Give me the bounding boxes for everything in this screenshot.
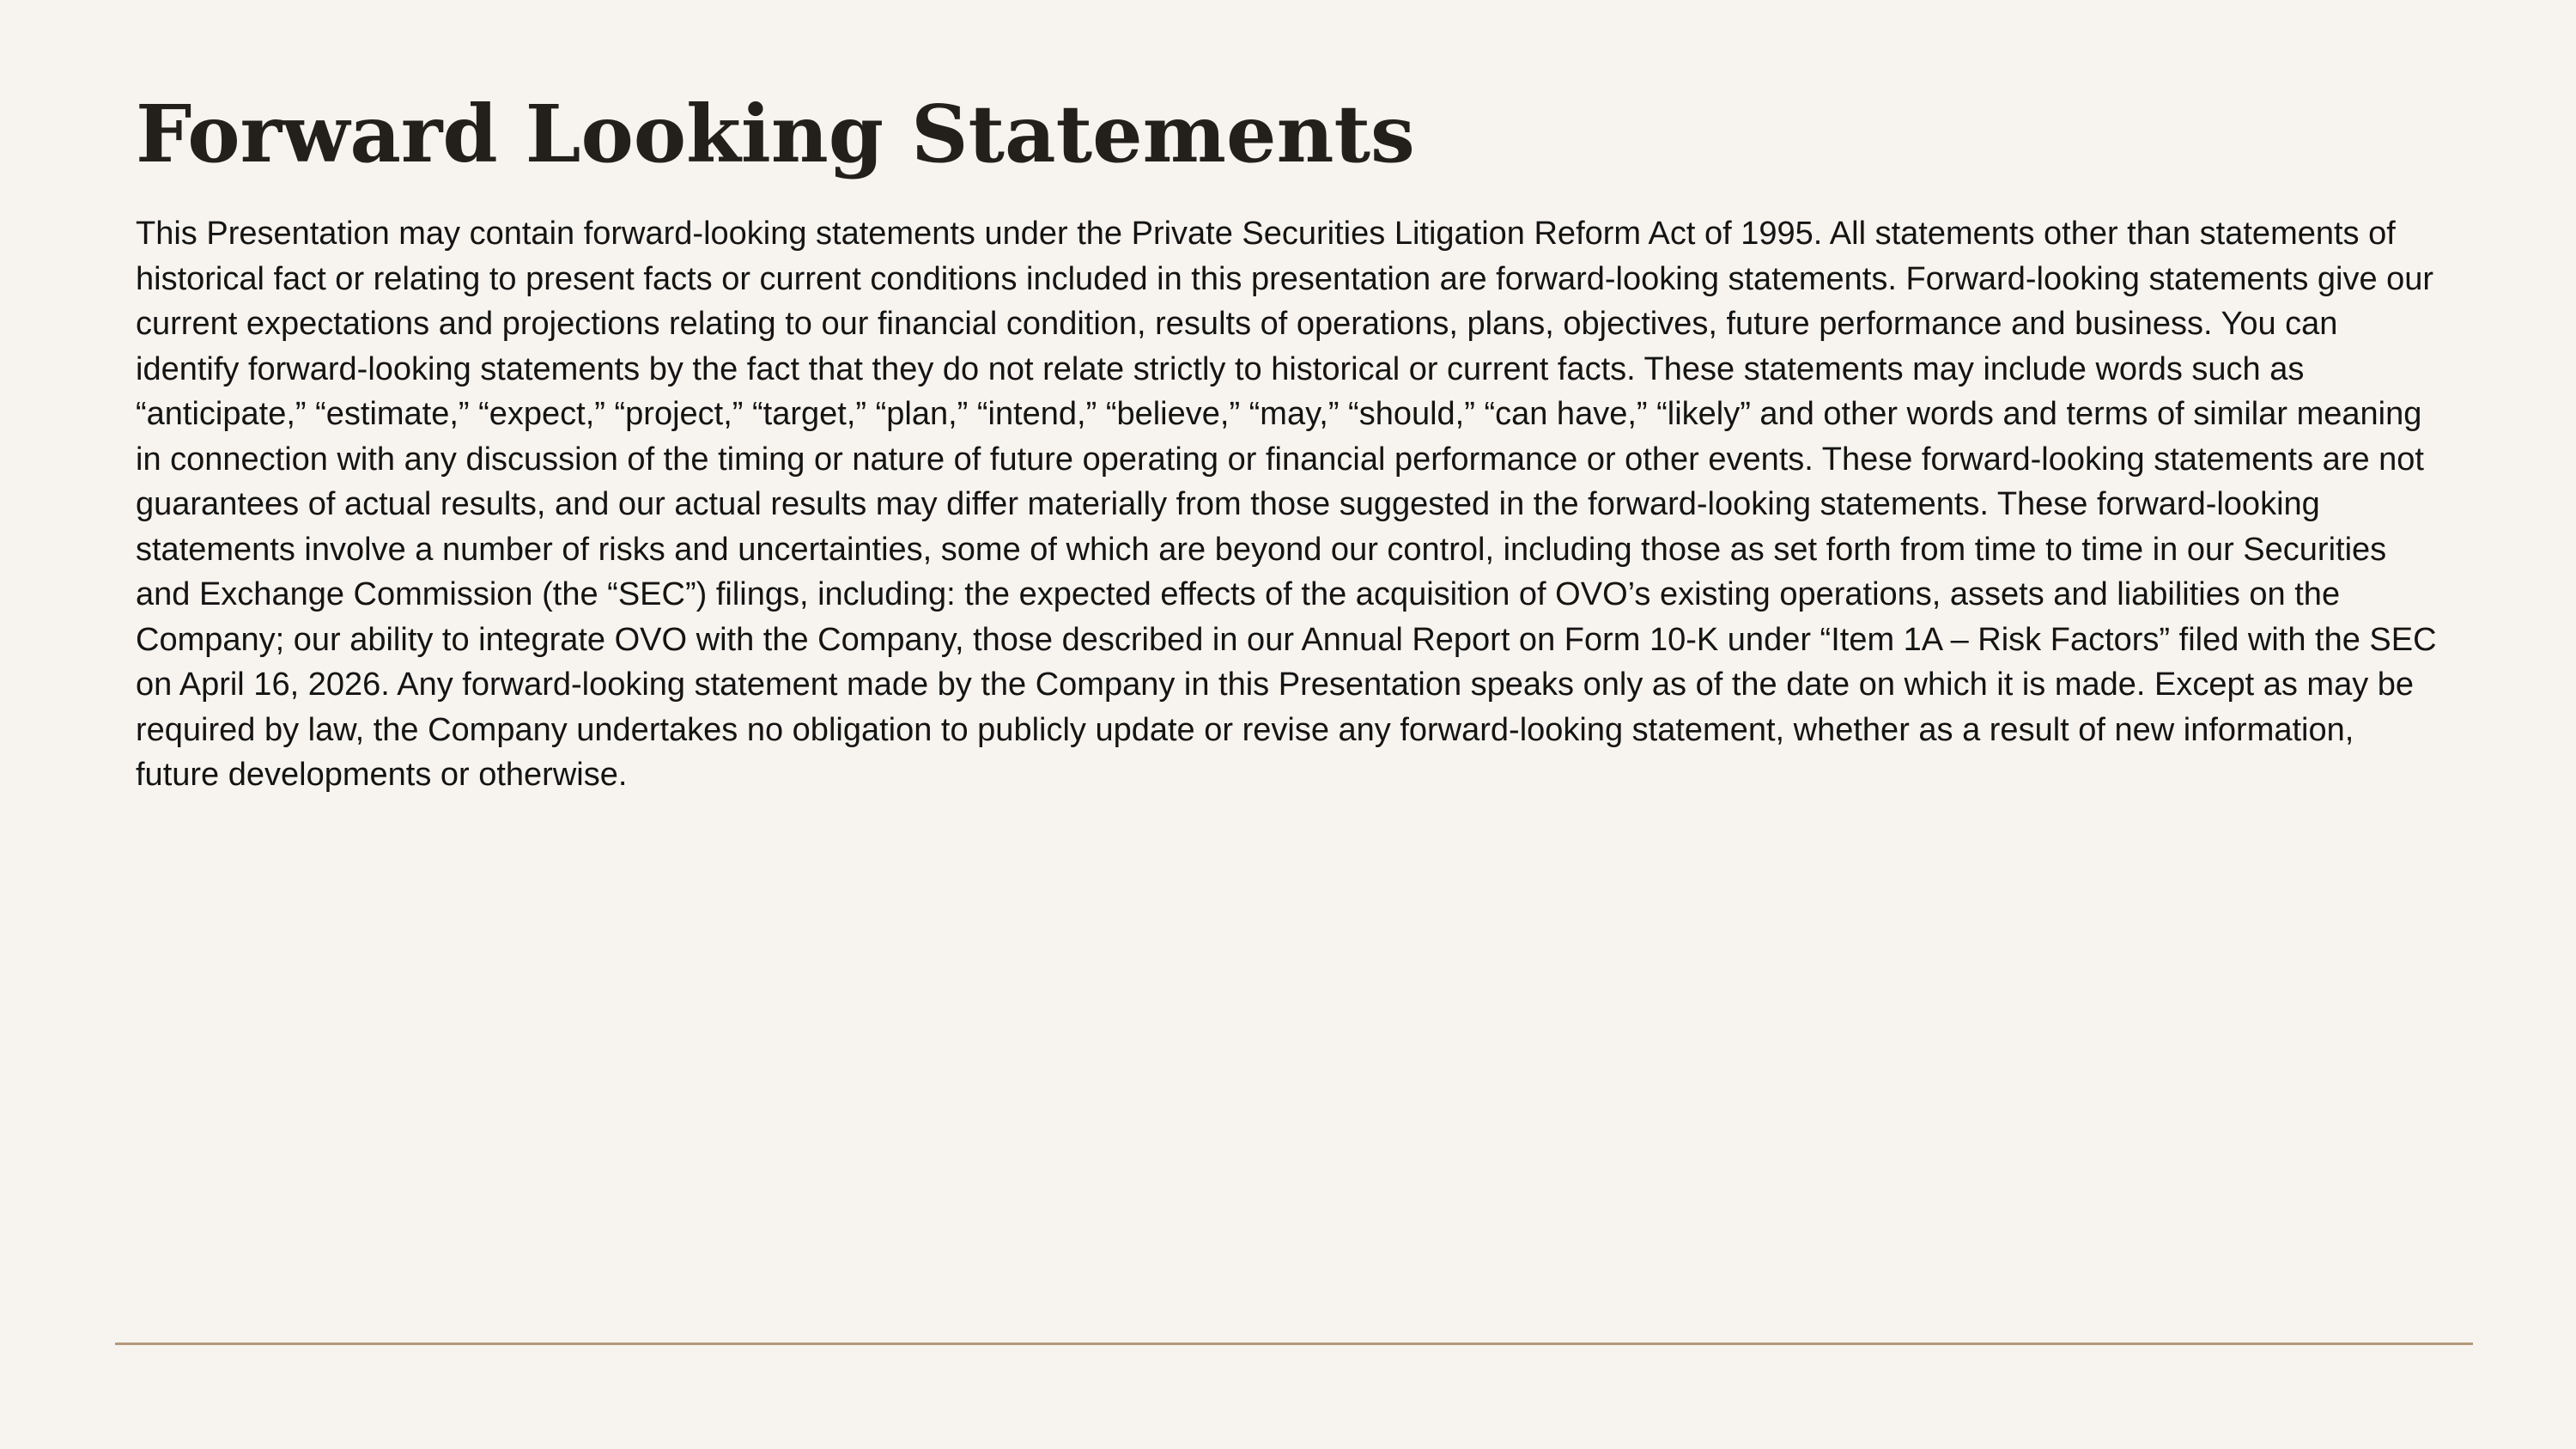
page-title: Forward Looking Statements xyxy=(136,88,1415,180)
forward-looking-statements-body: This Presentation may contain forward-looking statements under the Private Securities Litigation Reform Act of 1995. All statements other than statements of historical fact or relating to present facts or current conditions included in this presentation are forward-looking statements. Forward-looking statements give our current expectations and projections relating to our financial condition, results of operations, plans, objectives, future performance and business. You can identify forward-looking statements by the fact that they do not relate strictly to historical or current facts. These statements may include words such as “anticipate,” “estimate,” “expect,” “project,” “target,” “plan,” “intend,” “believe,” “may,” “should,” “can have,” “likely” and other words and terms of similar meaning in connection with any discussion of the timing or nature of future operating or financial performance or other events. These forward-looking statements are not guarantees of actual results, and our actual results may differ materially from those suggested in the forward-looking statements. These forward-looking statements involve a number of risks and uncertainties, some of which are beyond our control, including those as set forth from time to time in our Securities and Exchange Commission (the “SEC”) filings, including: the expected effects of the acquisition of OVO’s existing operations, assets and liabilities on the Company; our ability to integrate OVO with the Company, those described in our Annual Report on Form 10-K under “Item 1A – Risk Factors” filed with the SEC on April 16, 2026. Any forward-looking statement made by the Company in this Presentation speaks only as of the date on which it is made. Except as may be required by law, the Company undertakes no obligation to publicly update or revise any forward-looking statement, whether as a result of new information, future developments or otherwise. xyxy=(136,216,2437,793)
footer-divider xyxy=(115,1342,2473,1345)
